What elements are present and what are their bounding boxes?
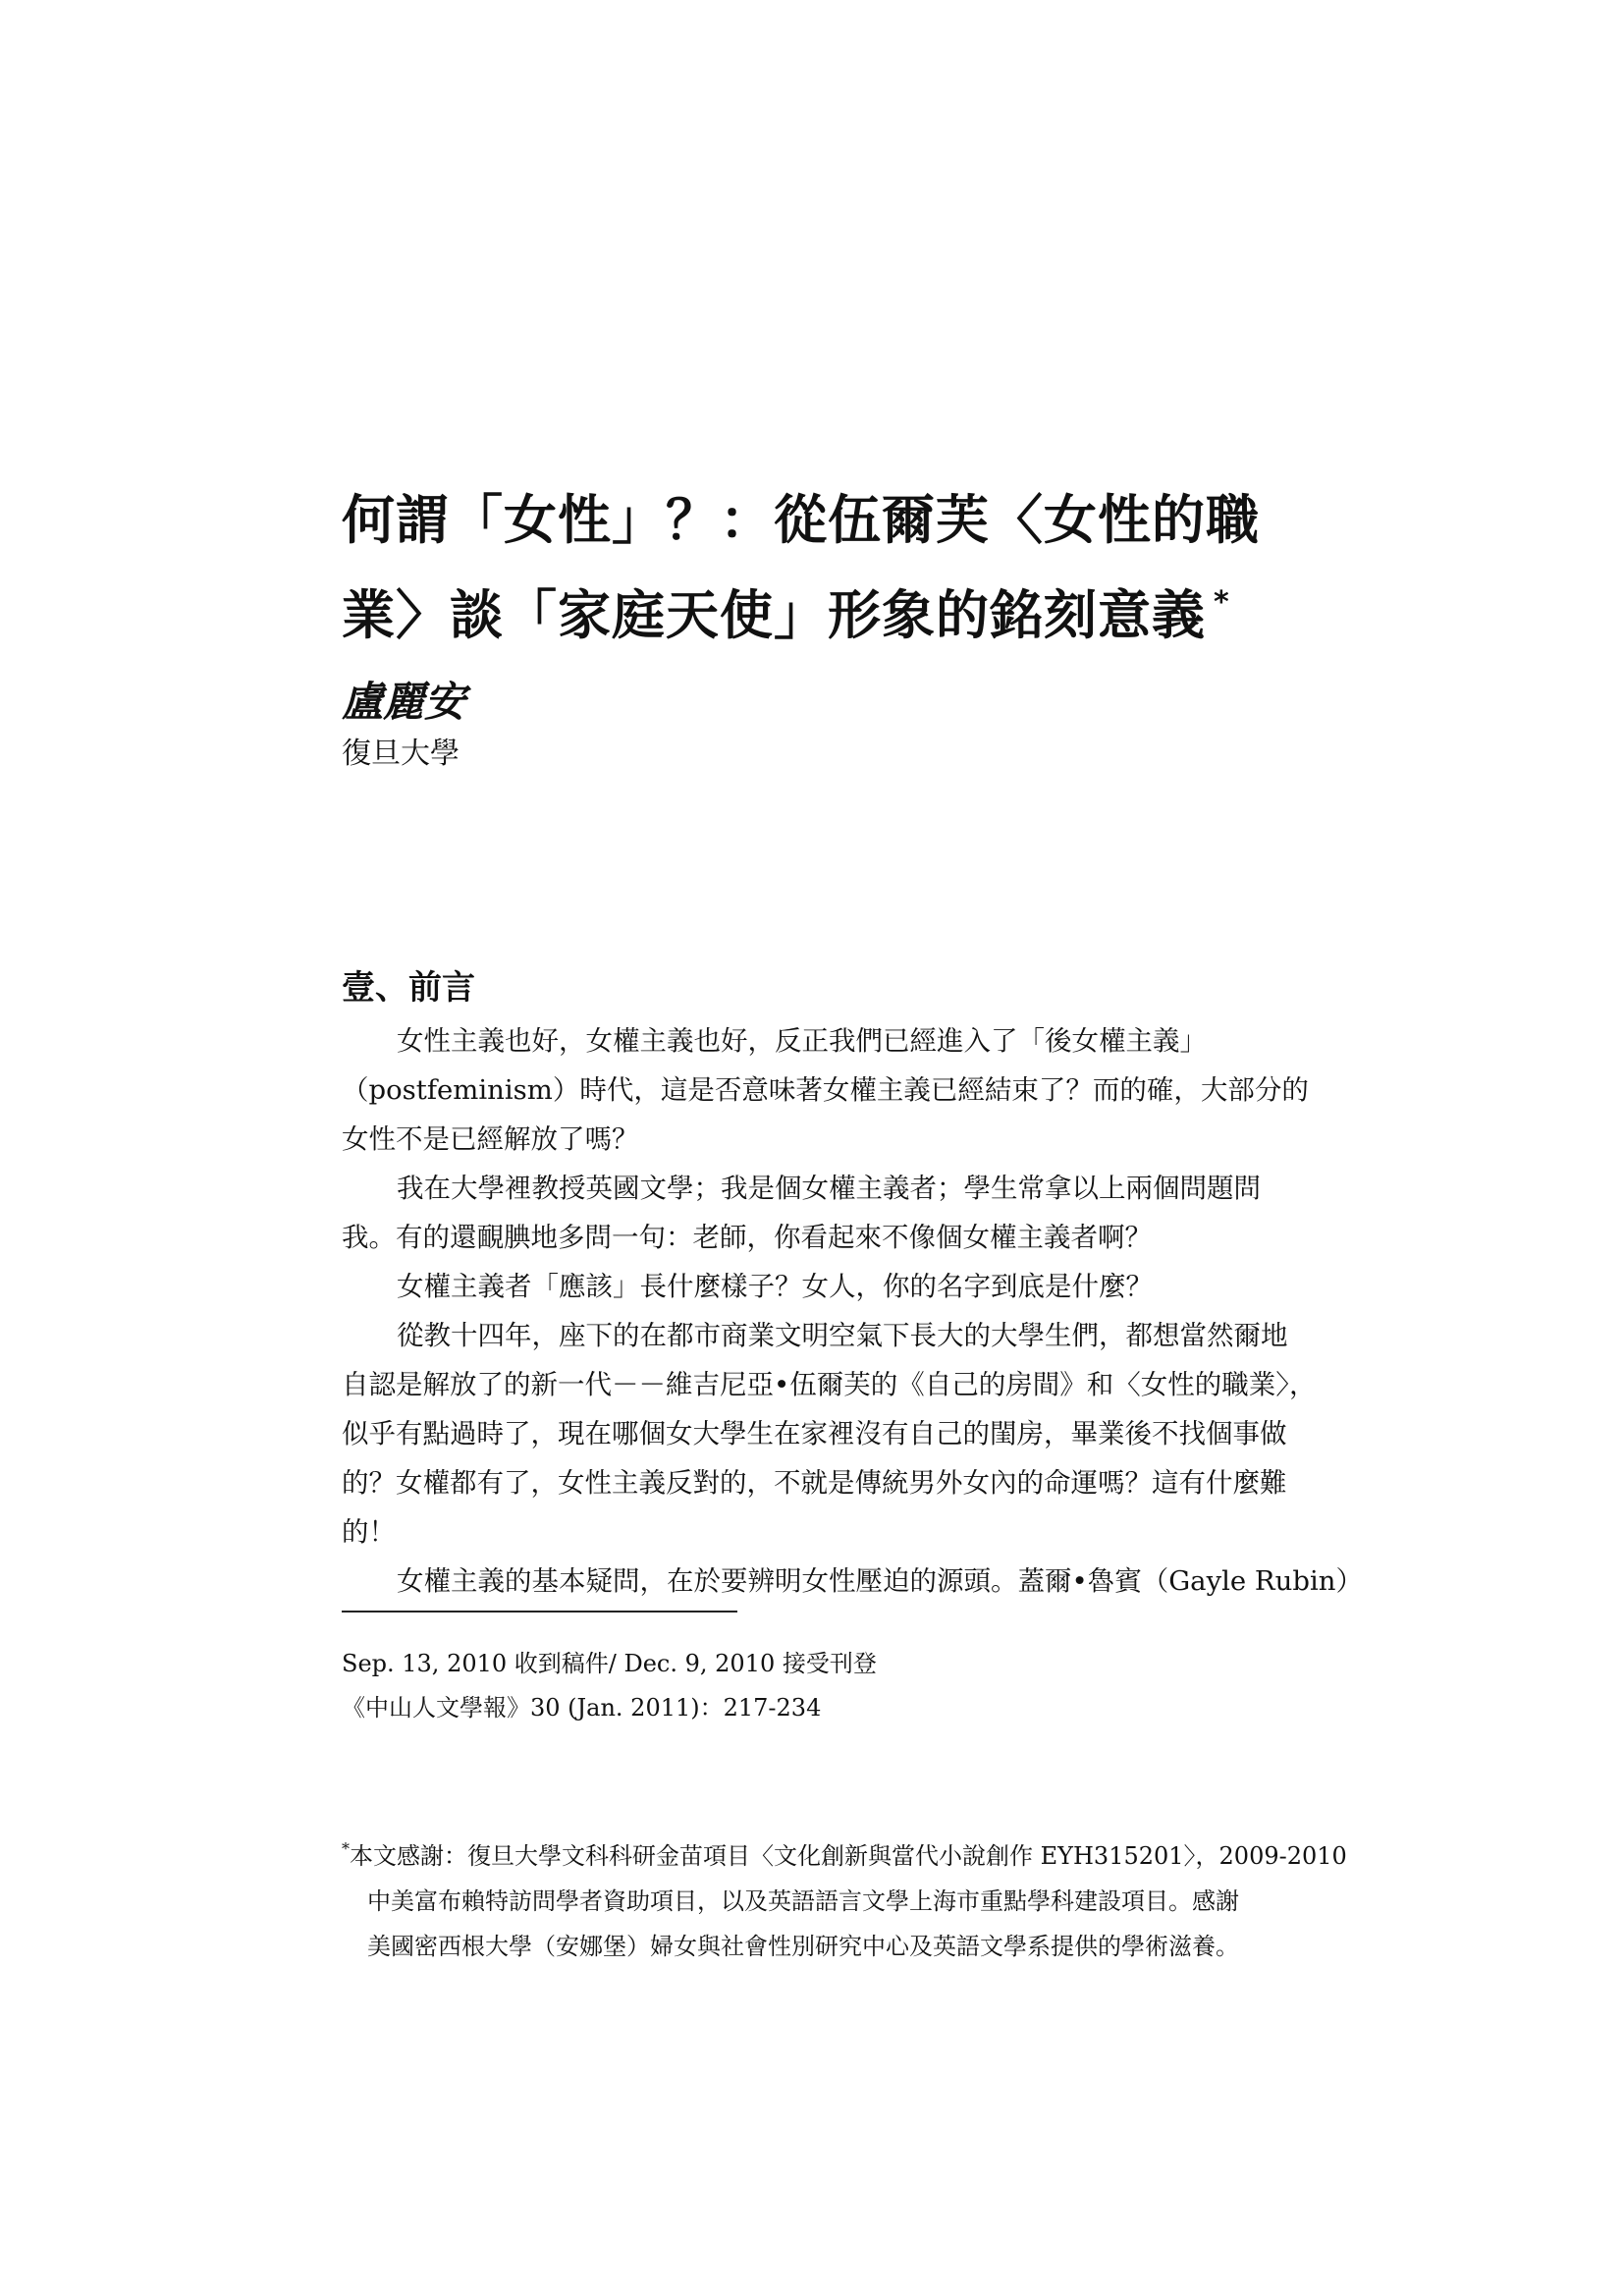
article-title xyxy=(342,479,1324,657)
publication-meta xyxy=(342,1642,877,1730)
footnote-mark: * xyxy=(342,1839,350,1858)
author-affiliation: 復旦大學 xyxy=(342,737,460,771)
title-footnote-mark: * xyxy=(1214,585,1230,620)
body-line: 女性主義也好，女權主義也好，反正我們已經進入了「後女權主義」 xyxy=(397,1025,1207,1057)
title-line-2 xyxy=(342,562,1324,657)
body-line: 女性不是已經解放了嗎？ xyxy=(342,1123,639,1155)
body-line: 我在大學裡教授英國文學；我是個女權主義者；學生常拿以上兩個問題問 xyxy=(397,1173,1261,1204)
footnote-divider xyxy=(342,1611,737,1613)
received-accepted-dates: Sep. 13, 2010 收到稿件/ Dec. 9, 2010 接受刊登 xyxy=(342,1650,877,1677)
title-line-1: 何謂「女性」？：從伍爾芙〈女性的職 xyxy=(342,489,1260,551)
journal-citation: 《中山人文學報》30 (Jan. 2011)：217-234 xyxy=(342,1694,822,1722)
section-heading: 壹、前言 xyxy=(342,968,475,1008)
body-line: 自認是解放了的新一代－－維吉尼亞•伍爾芙的《自己的房間》和〈女性的職業〉， xyxy=(342,1369,1317,1400)
footnote-line: 中美富布賴特訪問學者資助項目，以及英語語言文學上海市重點學科建設項目。感謝 xyxy=(367,1887,1239,1915)
body-line: （postfeminism）時代，這是否意味著女權主義已經結束了？而的確，大部分的 xyxy=(342,1074,1309,1106)
body-line: 我。有的還靦腆地多問一句：老師，你看起來不像個女權主義者啊？ xyxy=(342,1222,1152,1253)
footnote xyxy=(342,1827,1347,1969)
author-name: 盧麗安 xyxy=(342,678,466,726)
body-line: 女權主義的基本疑問，在於要辨明女性壓迫的源頭。蓋爾•魯賓（Gayle Rubin） xyxy=(397,1565,1363,1597)
footnote-line-text: 本文感謝：復旦大學文科科研金苗項目〈文化創新與當代小說創作 EYH315201〉，2009-2010 xyxy=(350,1842,1347,1870)
title-line-2-text: 業〉談「家庭天使」形象的銘刻意義 xyxy=(342,584,1206,646)
footnote-line: 美國密西根大學（安娜堡）婦女與社會性別研究中心及英語文學系提供的學術滋養。 xyxy=(367,1933,1239,1960)
body-text xyxy=(342,1016,1363,1606)
body-line: 似乎有點過時了，現在哪個女大學生在家裡沒有自己的閨房，畢業後不找個事做 xyxy=(342,1418,1287,1449)
body-line: 從教十四年，座下的在都市商業文明空氣下長大的大學生們，都想當然爾地 xyxy=(397,1320,1288,1351)
body-line: 的！ xyxy=(342,1516,396,1548)
footnote-line xyxy=(342,1827,1347,1879)
body-line: 的？女權都有了，女性主義反對的，不就是傳統男外女內的命運嗎？這有什麼難 xyxy=(342,1467,1287,1499)
body-line: 女權主義者「應該」長什麼樣子？女人，你的名字到底是什麼？ xyxy=(397,1271,1153,1302)
